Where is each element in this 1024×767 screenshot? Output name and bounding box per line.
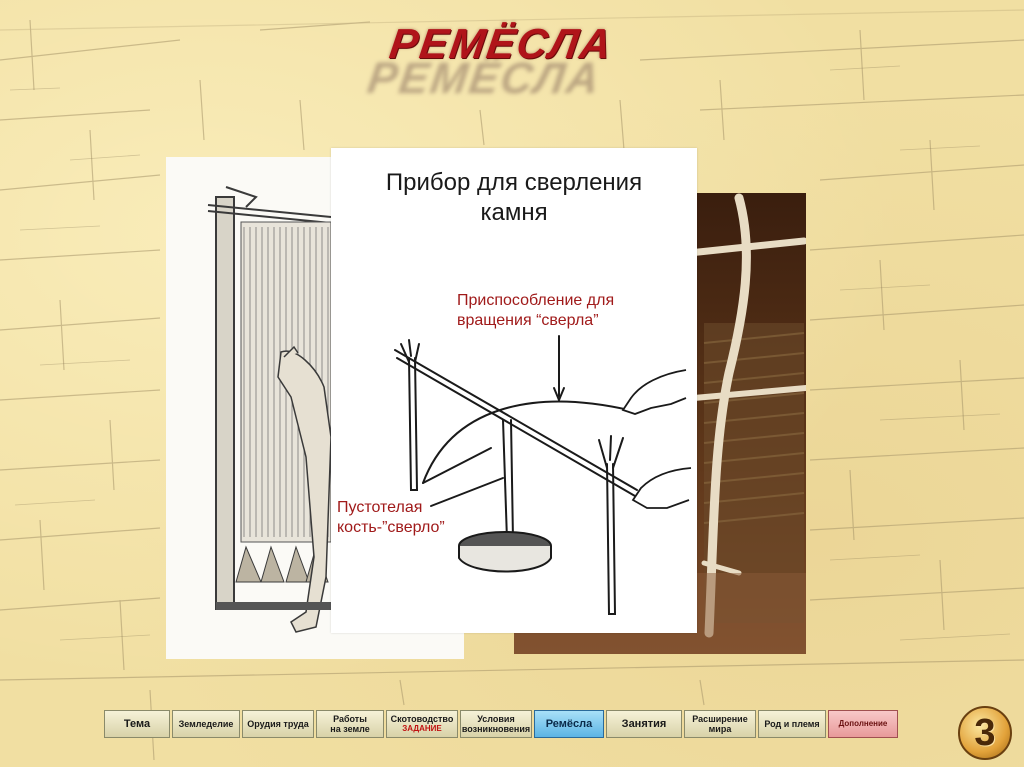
nav-label: Тема [123,718,151,730]
nav-button-zemledelie[interactable] [172,710,240,738]
nav-button-dopolnenie[interactable] [828,710,898,738]
nav-button-zanyatiya[interactable] [606,710,682,738]
nav-label-line2: на земле [330,724,370,734]
nav-label: Условия [477,714,515,724]
nav-button-usloviya[interactable] [460,710,532,738]
bone-drill-label-line1: Пустотелая [337,499,423,516]
diagram-title-line1: Прибор для сверления [385,169,643,196]
nav-button-tema[interactable] [104,710,170,738]
section-navigation [104,710,898,738]
page-title-shadow: РЕМЁСЛА [364,54,604,103]
nav-label: Земледелие [178,719,234,729]
nav-task-label: ЗАДАНИЕ [402,724,442,733]
nav-label: Дополнение [838,719,888,728]
nav-label: Занятия [621,718,667,730]
nav-label: Расширение [692,714,748,724]
page-title: РЕМЁСЛА [386,20,616,67]
page-number-badge [958,706,1012,760]
page-title-group [364,20,630,103]
nav-button-remesla[interactable] [534,710,604,738]
nav-button-rod-i-plemya[interactable] [758,710,826,738]
diagram-title-line2: камня [480,199,548,226]
nav-button-orudiya-truda[interactable] [242,710,314,738]
nav-label: Ремёсла [545,718,593,730]
drill-diagram-panel [331,148,697,633]
nav-label-line2: возникновения [461,724,531,734]
rotation-device-label-line1: Приспособление для [457,292,615,309]
nav-button-skotovodstvo[interactable] [386,710,458,738]
drill-apparatus-drawing [331,148,697,633]
nav-label: Род и племя [764,719,820,729]
nav-button-raboty-na-zemle[interactable] [316,710,384,738]
nav-button-rasshirenie-mira[interactable] [684,710,756,738]
bone-drill-label-line2: кость-”сверло” [337,519,445,536]
nav-label-line2: мира [708,724,732,734]
page-number: 3 [974,711,996,754]
nav-label: Орудия труда [247,719,309,729]
nav-label: Работы [333,714,367,724]
rotation-device-label-line2: вращения “сверла” [457,312,599,329]
nav-label: Скотоводство [390,714,454,724]
